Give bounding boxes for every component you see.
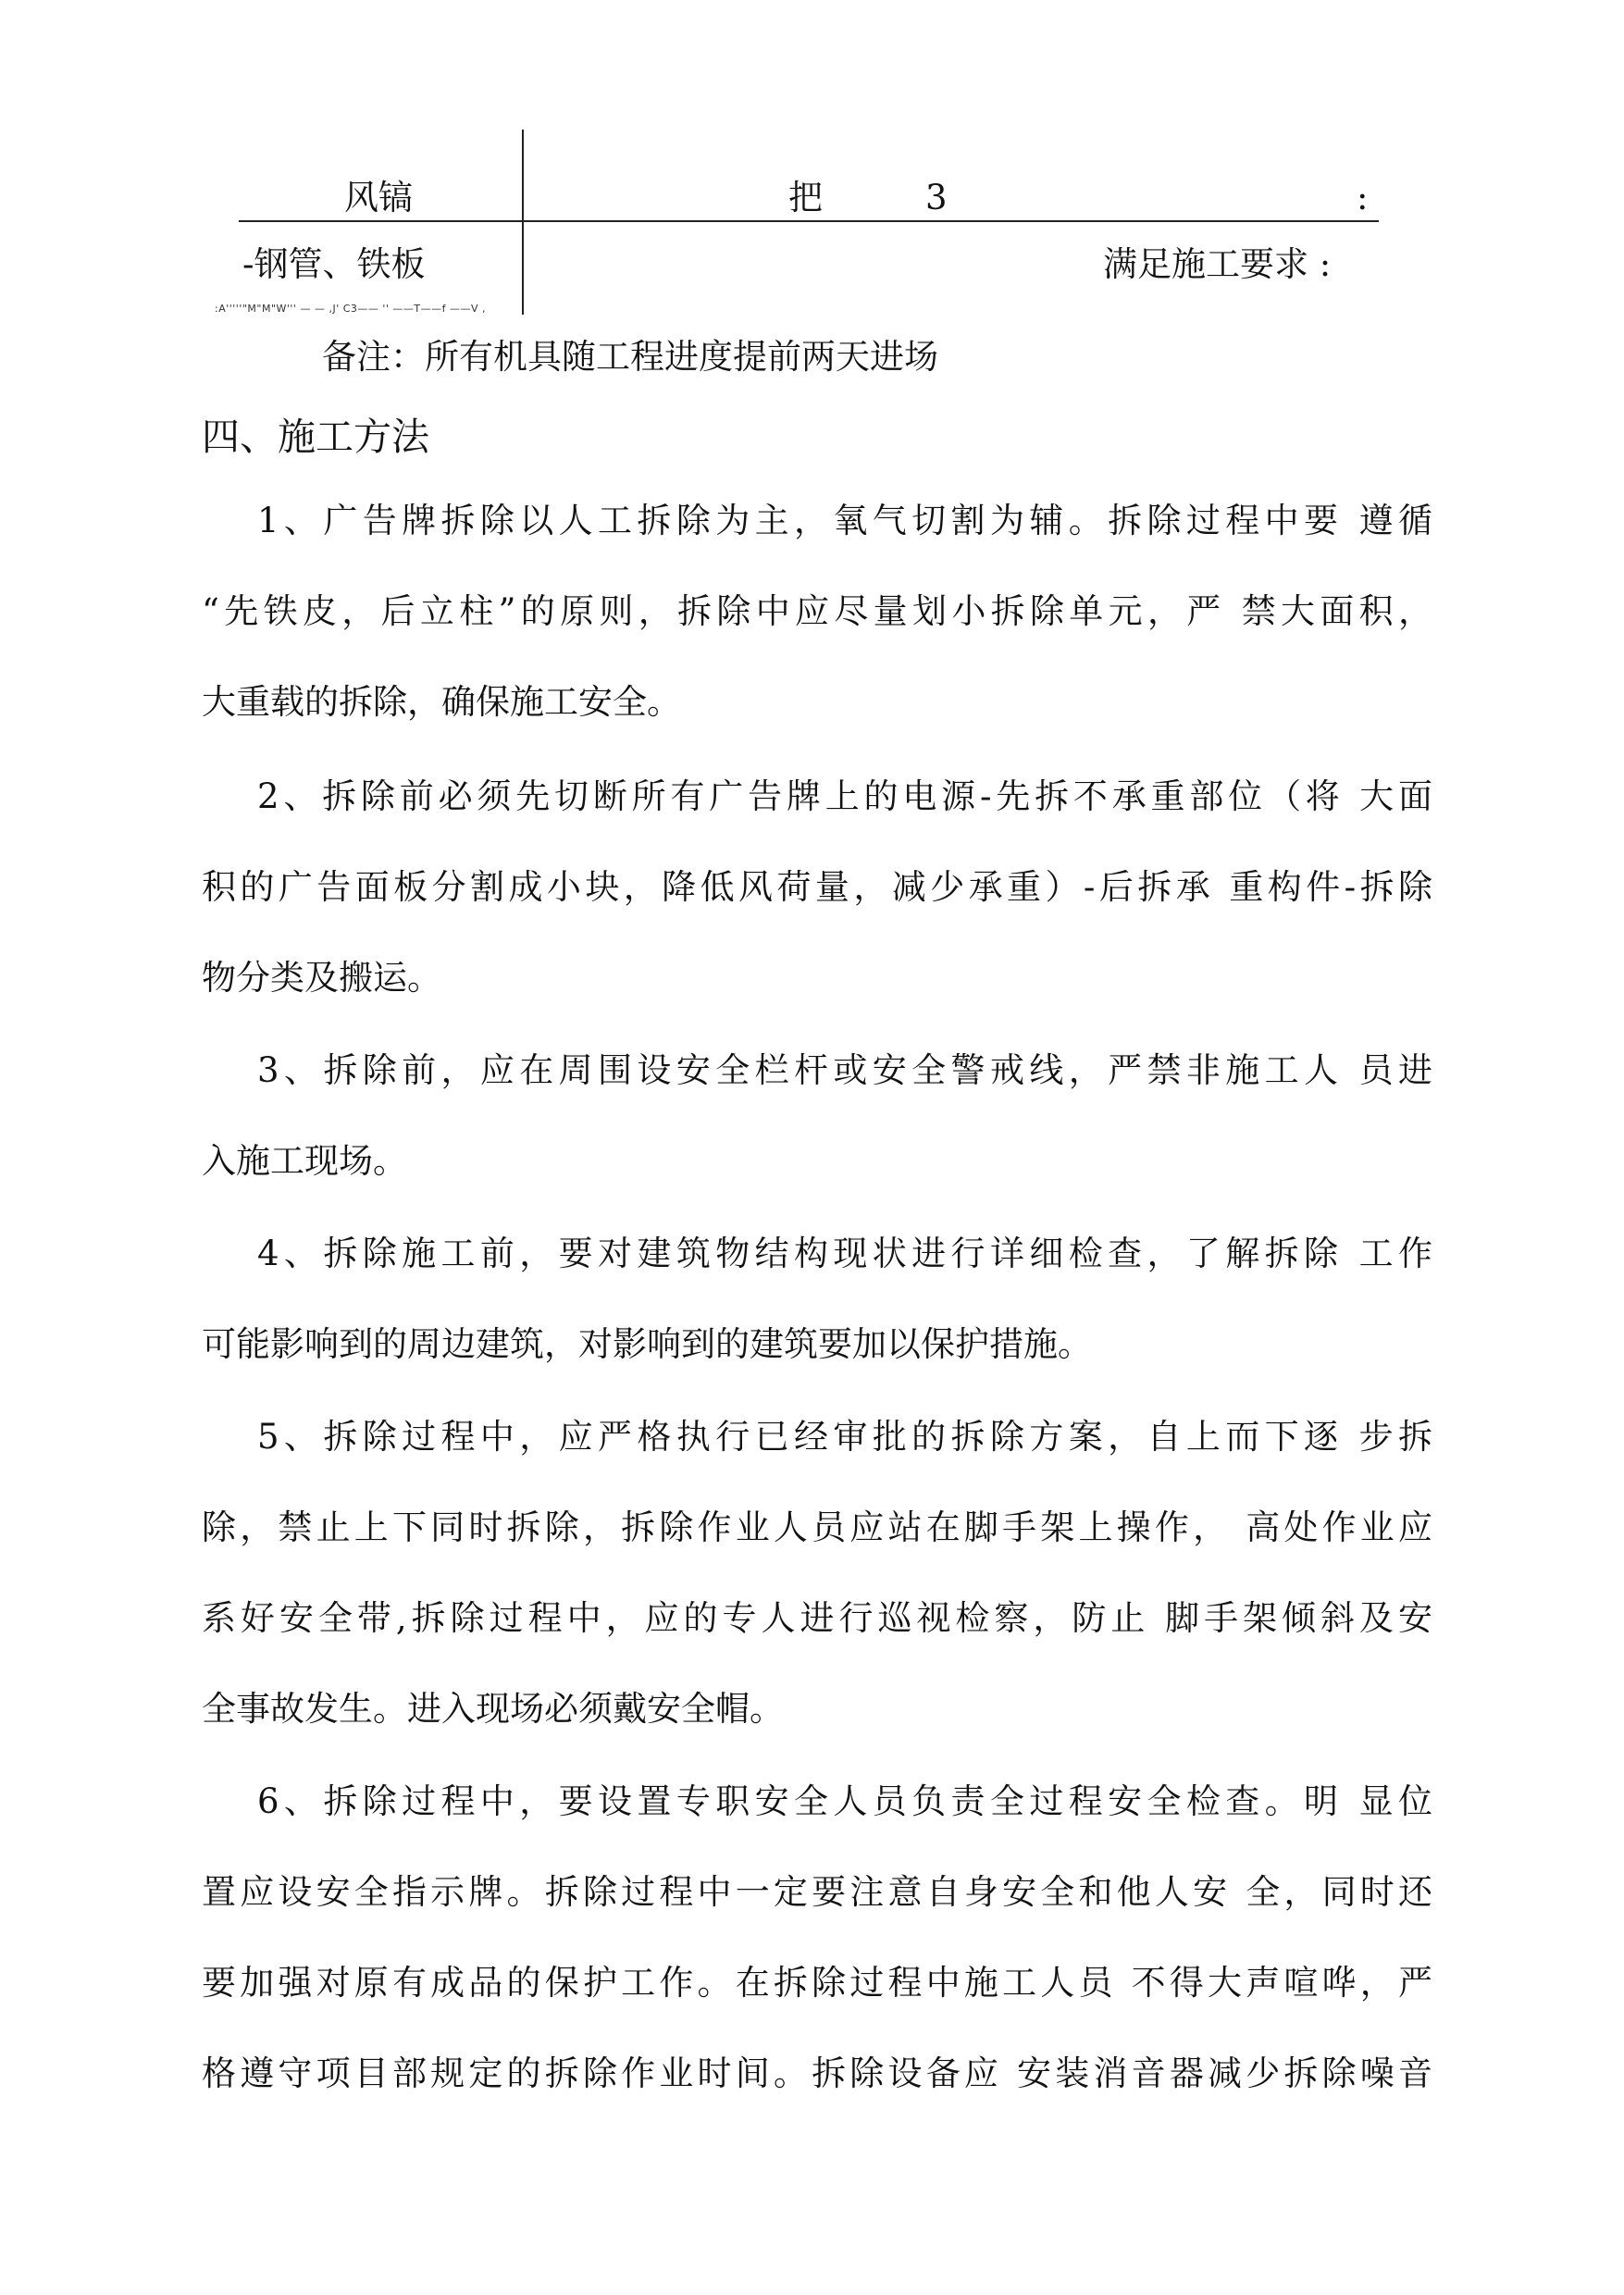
table-cell-unit: 把 <box>788 178 823 217</box>
paragraph-line: 大重载的拆除，确保施工安全。 <box>202 682 681 722</box>
paragraph-2 <box>202 751 1432 1023</box>
paragraph-line: 积的广告面板分割成小块，降低风荷量，减少承重）-后拆承 重构件-拆除 <box>202 867 1432 907</box>
paragraph-line: 1、广告牌拆除以人工拆除为主，氧气切割为辅。拆除过程中要 遵循 <box>257 501 1432 540</box>
table-vertical-rule <box>522 130 524 315</box>
paragraph-1 <box>202 476 1432 748</box>
paragraph-line: 全事故发生。进入现场必须戴安全帽。 <box>202 1689 784 1729</box>
paragraph-line: 除，禁止上下同时拆除，拆除作业人员应站在脚手架上操作， 高处作业应 <box>202 1507 1432 1547</box>
paragraph-3 <box>202 1025 1432 1207</box>
section-heading: 四、施工方法 <box>202 415 429 459</box>
paragraph-line: 格遵守项目部规定的拆除作业时间。拆除设备应 安装消音器减少拆除噪音 <box>202 2053 1432 2093</box>
paragraph-line: 2、拆除前必须先切断所有广告牌上的电源-先拆不承重部位（将 大面 <box>257 776 1432 816</box>
equipment-note: 备注：所有机具随工程进度提前两天进场 <box>322 337 938 377</box>
paragraph-line: 物分类及搬运。 <box>202 958 441 998</box>
table-cell-tool-name: 风镐 <box>344 178 413 217</box>
paragraph-6 <box>202 1756 1432 2119</box>
table-cell-mark: : <box>1357 178 1369 217</box>
paragraph-line: 4、拆除施工前，要对建筑物结构现状进行详细检查，了解拆除 工作 <box>257 1234 1432 1273</box>
paragraph-line: 3、拆除前，应在周围设安全栏杆或安全警戒线，严禁非施工人 员进 <box>257 1050 1432 1090</box>
paragraph-line: 5、拆除过程中，应严格执行已经审批的拆除方案，自上而下逐 步拆 <box>257 1417 1432 1457</box>
paragraph-line: 系好安全带,拆除过程中，应的专人进行巡视检察，防止 脚手架倾斜及安 <box>202 1598 1432 1638</box>
paragraph-line: 6、拆除过程中，要设置专职安全人员负责全过程安全检查。明 显位 <box>257 1781 1432 1821</box>
table-cell-requirement: 满足施工要求 : <box>1103 244 1332 284</box>
paragraph-4 <box>202 1209 1432 1390</box>
table-cell-quantity: 3 <box>925 178 948 217</box>
paragraph-line: 可能影响到的周边建筑，对影响到的建筑要加以保护措施。 <box>202 1324 1092 1364</box>
paragraph-5 <box>202 1392 1432 1755</box>
paragraph-line: 入施工现场。 <box>202 1141 407 1181</box>
table-horizontal-rule <box>239 220 1379 222</box>
paragraph-line: 要加强对原有成品的保护工作。在拆除过程中施工人员 不得大声喧哗，严 <box>202 1963 1432 2003</box>
paragraph-line: “先铁皮，后立柱”的原则，拆除中应尽量划小拆除单元，严 禁大面积， <box>202 591 1432 631</box>
scan-noise-text: :A'''''"M"M"W''' — — ,J' C3—— '' ——T——f ——V , <box>215 303 487 315</box>
table-cell-material-name: -钢管、铁板 <box>242 244 426 284</box>
paragraph-line: 置应设安全指示牌。拆除过程中一定要注意自身安全和他人安 全，同时还 <box>202 1872 1432 1912</box>
